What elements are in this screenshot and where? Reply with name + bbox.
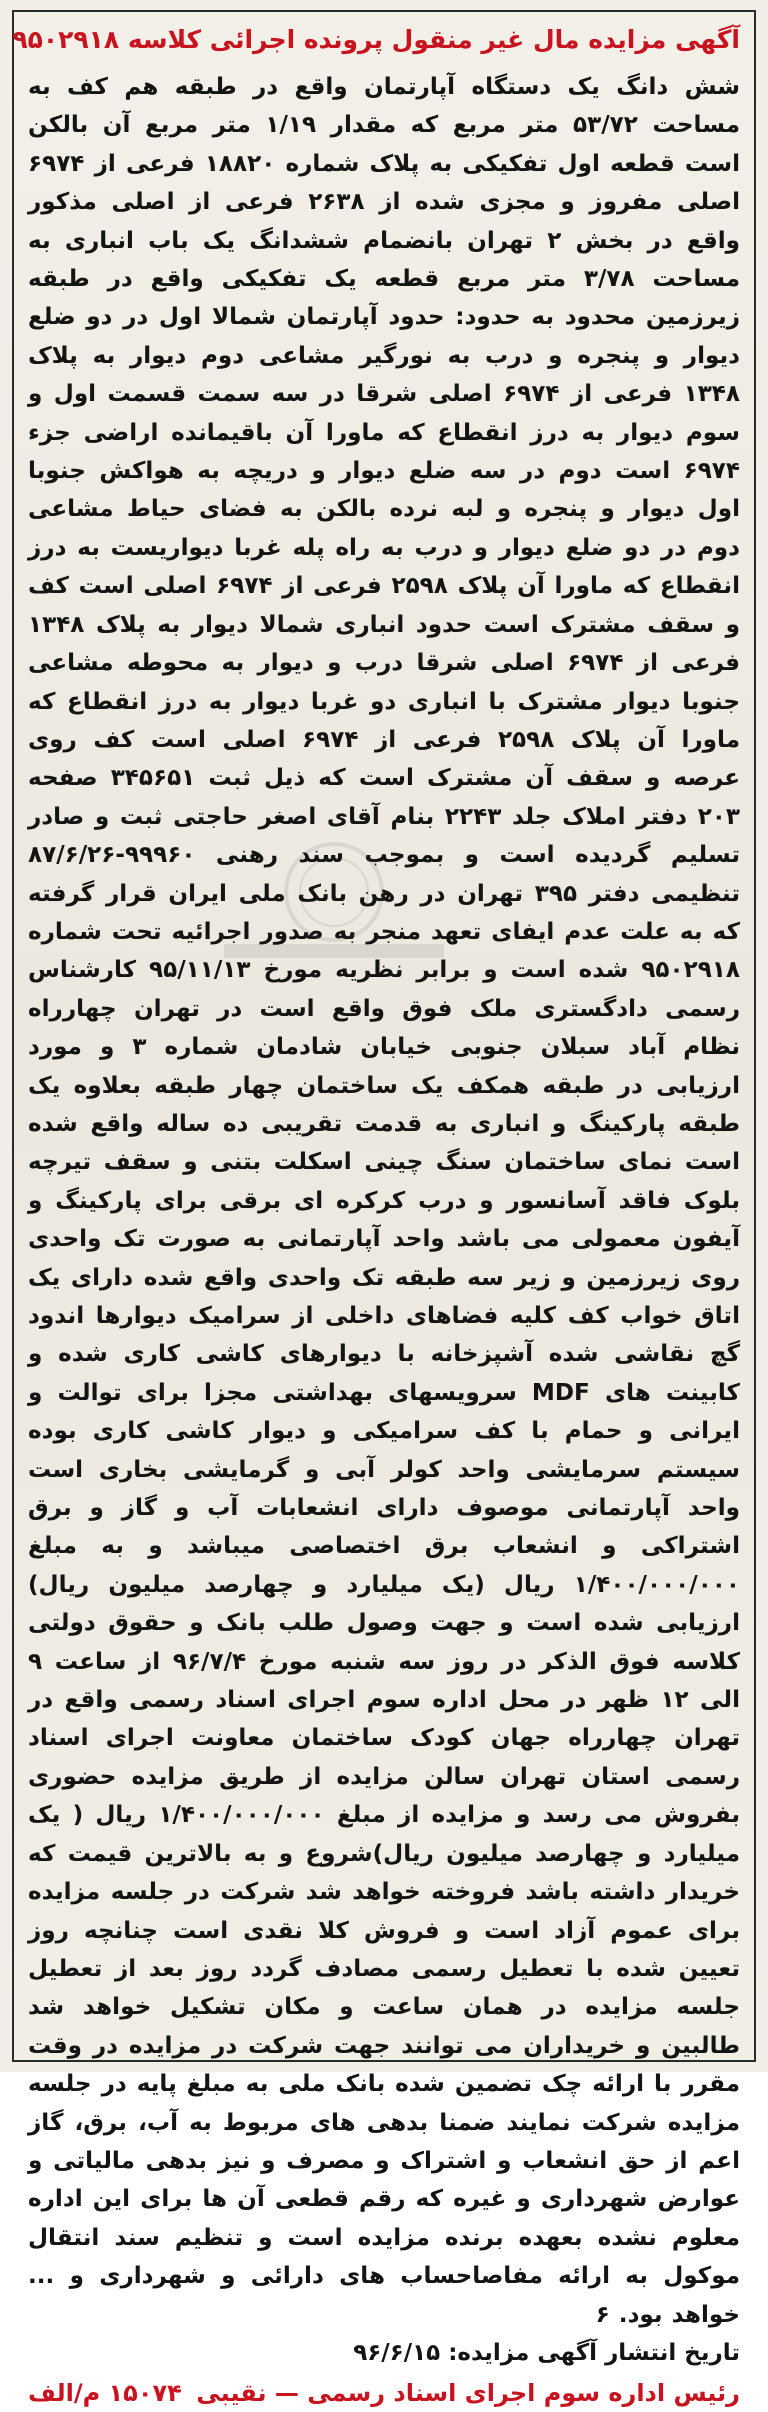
publish-date: تاریخ انتشار آگهی مزایده: ۹۶/۶/۱۵ [353,2339,740,2366]
notice-title: آگهی مزایده مال غیر منقول پرونده اجرائی کلاسه ۹۵۰۲۹۱۸ [12,25,740,54]
signature-line: رئیس اداره سوم اجرای اسناد رسمی — نقیبی [196,2378,740,2407]
notice-footer [28,2374,740,2412]
notice-clipping [12,10,756,2407]
notice-body: شش دانگ یک دستگاه آپارتمان واقع در طبقه هم کف به مساحت ۵۳/۷۲ متر مربع که مقدار ۱/۱۹ متر مربع آن بالکن است قطعه اول تفکیکی به پلاک شماره ۱۸۸۲۰ فرعی از ۶۹۷۴ اصلی مفروز و مجزی شده از ۲۶۳۸ فرعی از اصلی مذکور واقع در بخش ۲ تهران بانضمام ششدانگ یک باب انباری به مساحت ۳/۷۸ متر مربع قطعه یک تفکیکی واقع در طبقه زیرزمین محدود به حدود: حدود آپارتمان شمالا اول در دو ضلع دیوار و پنجره و درب به نورگیر مشاعی دوم دیوار به پلاک ۱۳۴۸ فرعی از ۶۹۷۴ اصلی شرقا در سه سمت قسمت اول و سوم دیوار به درز انقطاع که ماورا آن باقیمانده اراضی جزء ۶۹۷۴ است دوم در سه ضلع دیوار و دریچه به هواکش جنوبا اول دیوار و پنجره و لبه نرده بالکن به فضای حیاط مشاعی دوم در دو ضلع دیوار و درب به راه پله غربا دیواریست به درز انقطاع که ماورا آن پلاک ۲۵۹۸ فرعی از ۶۹۷۴ اصلی است کف و سقف مشترک است حدود انباری شمالا دیوار به پلاک ۱۳۴۸ فرعی از ۶۹۷۴ اصلی شرقا درب و دیوار به محوطه مشاعی جنوبا دیوار مشترک با انباری دو غربا دیوار به درز انقطاع که ماورا آن پلاک ۲۵۹۸ فرعی از ۶۹۷۴ اصلی است کف روی عرصه و سقف آن مشترک است که ذیل ثبت ۳۴۵۶۵۱ صفحه ۲۰۳ دفتر املاک جلد ۲۲۴۳ بنام آقای اصغر حاجتی ثبت و صادر تسلیم گردیده است و بموجب سند رهنی ۹۹۹۶۰-۸۷/۶/۲۶ تنظیمی دفتر ۳۹۵ تهران در رهن بانک ملی ایران قرار گرفته که به علت عدم ایفای تعهد منجر به صدور اجرائیه تحت شماره ۹۵۰۲۹۱۸ شده است و برابر نظریه مورخ ۹۵/۱۱/۱۳ کارشناس رسمی دادگستری ملک فوق واقع است در تهران چهارراه نظام آباد سبلان جنوبی خیابان شادمان شماره ۳ و مورد ارزیابی در طبقه همکف یک ساختمان چهار طبقه بعلاوه یک طبقه پارکینگ و انباری به قدمت تقریبی ده ساله واقع شده است نمای ساختمان سنگ چینی اسکلت بتنی و سقف تیرچه بلوک فاقد آسانسور و درب کرکره ای برقی برای پارکینگ و آیفون معمولی می باشد واحد آپارتمانی به صورت تک واحدی روی زیرزمین و زیر سه طبقه تک واحدی واقع شده دارای یک اتاق خواب کف کلیه فضاهای داخلی از سرامیک دیوارها اندود گچ نقاشی شده آشپزخانه با دیوارهای کاشی کاری شده و کابینت های MDF سرویسهای بهداشتی مجزا برای توالت و ایرانی و حمام با کف سرامیکی و دیوار کاشی کاری بوده سیستم سرمایشی واحد کولر آبی و گرمایشی بخاری است واحد آپارتمانی موصوف دارای انشعابات آب و گاز و برق اشتراکی و انشعاب برق اختصاصی میباشد و به مبلغ ۱/۴۰۰/۰۰۰/۰۰۰ ریال (یک میلیارد و چهارصد میلیون ریال) ارزیابی شده است و جهت وصول طلب بانک و حقوق دولتی کلاسه فوق الذکر در روز سه شنبه مورخ ۹۶/۷/۴ از ساعت ۹ الی ۱۲ ظهر در محل اداره سوم اجرای اسناد رسمی واقع در تهران چهارراه جهان کودک ساختمان معاونت اجرای اسناد رسمی استان تهران سالن مزایده از طریق مزایده حضوری بفروش می رسد و مزایده از مبلغ ۱/۴۰۰/۰۰۰/۰۰۰ ریال ( یک میلیارد و چهارصد میلیون ریال)شروع و به بالاترین قیمت که خریدار داشته باشد فروخته خواهد شد شرکت در جلسه مزایده برای عموم آزاد است و فروش کلا نقدی است چنانچه روز تعیین شده با تعطیل رسمی مصادف گردد روز بعد از تعطیل جلسه مزایده در همان ساعت و مکان تشکیل خواهد شد طالبین و خریداران می توانند جهت شرکت در مزایده در وقت مقرر با ارائه چک تضمین شده بانک ملی به مبلغ پایه در جلسه مزایده شرکت نمایند ضمنا بدهی های مربوط به آب، برق، گاز اعم از حق انشعاب و اشتراک و مصرف و نیز بدهی مالیاتی و عوارض شهرداری و غیره که رقم قطعی آن ها برای این اداره معلوم نشده بعهده برنده مزایده است و تنظیم سند انتقال موکول به ارائه مفاصاحساب های دارائی و شهرداری و ... خواهد بود. ۶ [28,74,741,2328]
notice-code: ۱۵۰۷۴ م/الف [28,2378,182,2407]
